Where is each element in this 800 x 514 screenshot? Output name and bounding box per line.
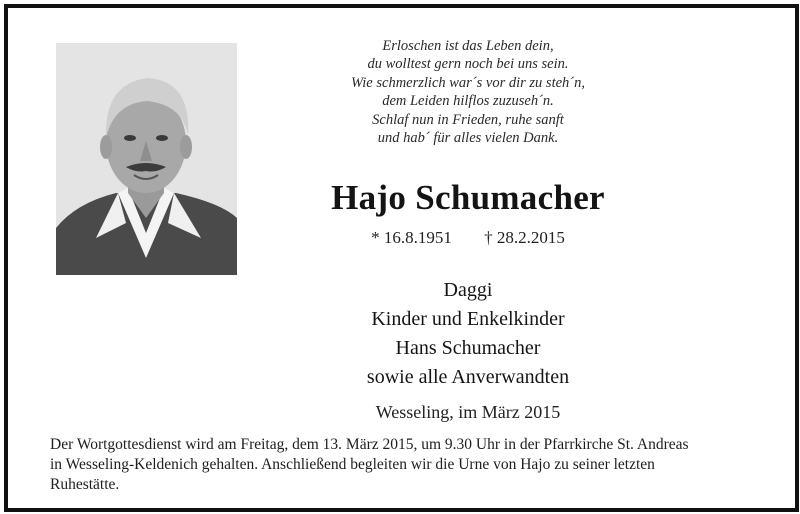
- notice-line: Ruhestätte.: [50, 476, 120, 493]
- death-date: † 28.2.2015: [484, 228, 565, 247]
- notice-line: Der Wortgottesdienst wird am Freitag, dem 13. März 2015, um 9.30 Uhr in der Pfarrkirche St. Andreas: [50, 436, 689, 453]
- mourner-line: Hans Schumacher: [395, 337, 541, 359]
- mourners-list: [258, 276, 678, 392]
- mourner-line: Kinder und Enkelkinder: [371, 308, 565, 330]
- poem-line: Erloschen ist das Leben dein,: [382, 38, 554, 54]
- service-notice: [50, 435, 770, 495]
- portrait-illustration: [56, 43, 237, 275]
- poem-line: Schlaf nun in Frieden, ruhe sanft: [372, 111, 564, 128]
- portrait-photo: [56, 43, 237, 275]
- notice-line: in Wesseling-Keldenich gehalten. Anschließend begleiten wir die Urne von Hajo zu seiner letzten: [50, 456, 655, 473]
- poem-line: du wolltest gern noch bei uns sein.: [367, 56, 569, 73]
- mourner-line: sowie alle Anverwandten: [366, 366, 570, 388]
- place-and-date: Wesseling, im März 2015: [375, 402, 561, 422]
- poem-line: und hab´ für alles vielen Dank.: [377, 130, 559, 147]
- poem-line: Wie schmerzlich war´s vor dir zu steh´n,: [351, 74, 585, 91]
- deceased-name: Hajo Schumacher: [331, 178, 605, 217]
- obituary-frame: [4, 4, 799, 512]
- birth-date: * 16.8.1951: [371, 228, 452, 247]
- mourner-line: Daggi: [443, 279, 493, 301]
- poem-line: dem Leiden hilflos zuzuseh´n.: [382, 93, 554, 110]
- life-dates: [258, 228, 678, 248]
- memorial-poem: [258, 37, 678, 147]
